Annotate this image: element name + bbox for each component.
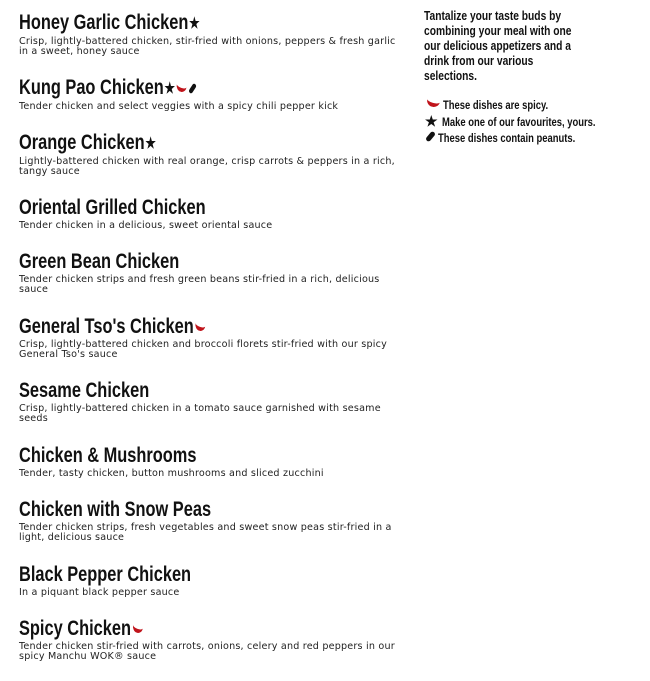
legend-peanuts-label: These dishes contain peanuts.	[438, 133, 576, 145]
chili-icon	[194, 318, 206, 333]
chili-icon	[426, 94, 442, 109]
menu-item-name: Black Pepper Chicken	[19, 563, 192, 586]
menu-item-name: Spicy Chicken	[19, 617, 131, 640]
menu-item	[19, 499, 399, 543]
menu-item-title	[19, 564, 191, 586]
menu-item-name: Sesame Chicken	[19, 379, 150, 402]
menu-item-title	[19, 499, 211, 521]
menu-item-description: Tender chicken stir-fried with carrots, onions, celery and red peppers in our spicy Manchu WOK® sauce	[19, 641, 395, 662]
menu-item-title	[19, 12, 200, 35]
legend	[425, 95, 629, 149]
legend-favourite-label: Make one of our favourites, yours.	[441, 117, 596, 129]
menu-item-description: Tender chicken and select veggies with a spicy chili pepper kick	[19, 101, 339, 112]
menu-item	[19, 251, 399, 295]
menu-item-title	[19, 132, 156, 155]
menu-item-title	[19, 618, 143, 640]
menu-item-title	[19, 316, 205, 338]
menu-item-description: Lightly-battered chicken with real orange, crisp carrots & peppers in a rich, tangy sauce	[19, 156, 395, 177]
menu-item-title	[19, 445, 196, 467]
legend-peanuts	[425, 131, 629, 149]
menu-item-title	[19, 197, 206, 219]
menu-item-description: Tender, tasty chicken, button mushrooms and sliced zucchini	[19, 468, 324, 479]
chili-icon	[176, 79, 188, 94]
menu-item	[19, 380, 399, 424]
menu-item-title	[19, 380, 149, 402]
chili-icon	[132, 620, 144, 635]
legend-favourite	[425, 113, 629, 131]
promo-text: Tantalize your taste buds by combining your meal with one our delicious appetizers and a drink from our various selections.	[424, 9, 572, 83]
star-icon: ★	[425, 113, 438, 129]
menu-item-description: In a piquant black pepper sauce	[19, 587, 180, 598]
menu-item-name: Green Bean Chicken	[19, 250, 180, 273]
menu-item-description: Crisp, lightly-battered chicken and broccoli florets stir-fried with our spicy General Tso's sauce	[19, 339, 387, 360]
menu-item	[19, 564, 399, 598]
menu-item	[19, 77, 399, 112]
menu-item-description: Tender chicken strips and fresh green beans stir-fried in a rich, delicious sauce	[19, 274, 380, 295]
menu-item-description: Crisp, lightly-battered chicken in a tomato sauce garnished with sesame seeds	[19, 403, 381, 424]
menu-item	[19, 445, 399, 479]
menu-item-name: Orange Chicken	[19, 131, 145, 154]
menu-item-name: Chicken with Snow Peas	[19, 498, 212, 521]
menu-item	[19, 316, 399, 360]
peanut-icon	[425, 131, 436, 143]
menu-item-name: Honey Garlic Chicken	[19, 11, 189, 34]
menu-item	[19, 132, 399, 177]
menu-item-name: Chicken & Mushrooms	[19, 444, 197, 467]
menu-item	[19, 12, 399, 57]
legend-spicy	[425, 95, 629, 113]
menu-item-description: Tender chicken in a delicious, sweet oriental sauce	[19, 220, 273, 231]
menu-item-description: Tender chicken strips, fresh vegetables and sweet snow peas stir-fried in a light, delicious sauce	[19, 522, 392, 543]
menu-item-title	[19, 251, 179, 273]
menu-item	[19, 618, 399, 662]
star-icon: ★	[164, 80, 175, 97]
menu-item-name: Kung Pao Chicken	[19, 76, 164, 99]
star-icon: ★	[145, 135, 156, 152]
menu-item-name: General Tso's Chicken	[19, 315, 194, 338]
star-icon: ★	[189, 15, 200, 32]
menu-item-name: Oriental Grilled Chicken	[19, 196, 206, 219]
menu-item-title	[19, 77, 194, 100]
legend-spicy-label: These dishes are spicy.	[443, 100, 549, 112]
menu-item-description: Crisp, lightly-battered chicken, stir-fried with onions, peppers & fresh garlic in a sweet, honey sauce	[19, 36, 396, 57]
menu-item	[19, 197, 399, 231]
peanut-icon	[188, 83, 197, 95]
